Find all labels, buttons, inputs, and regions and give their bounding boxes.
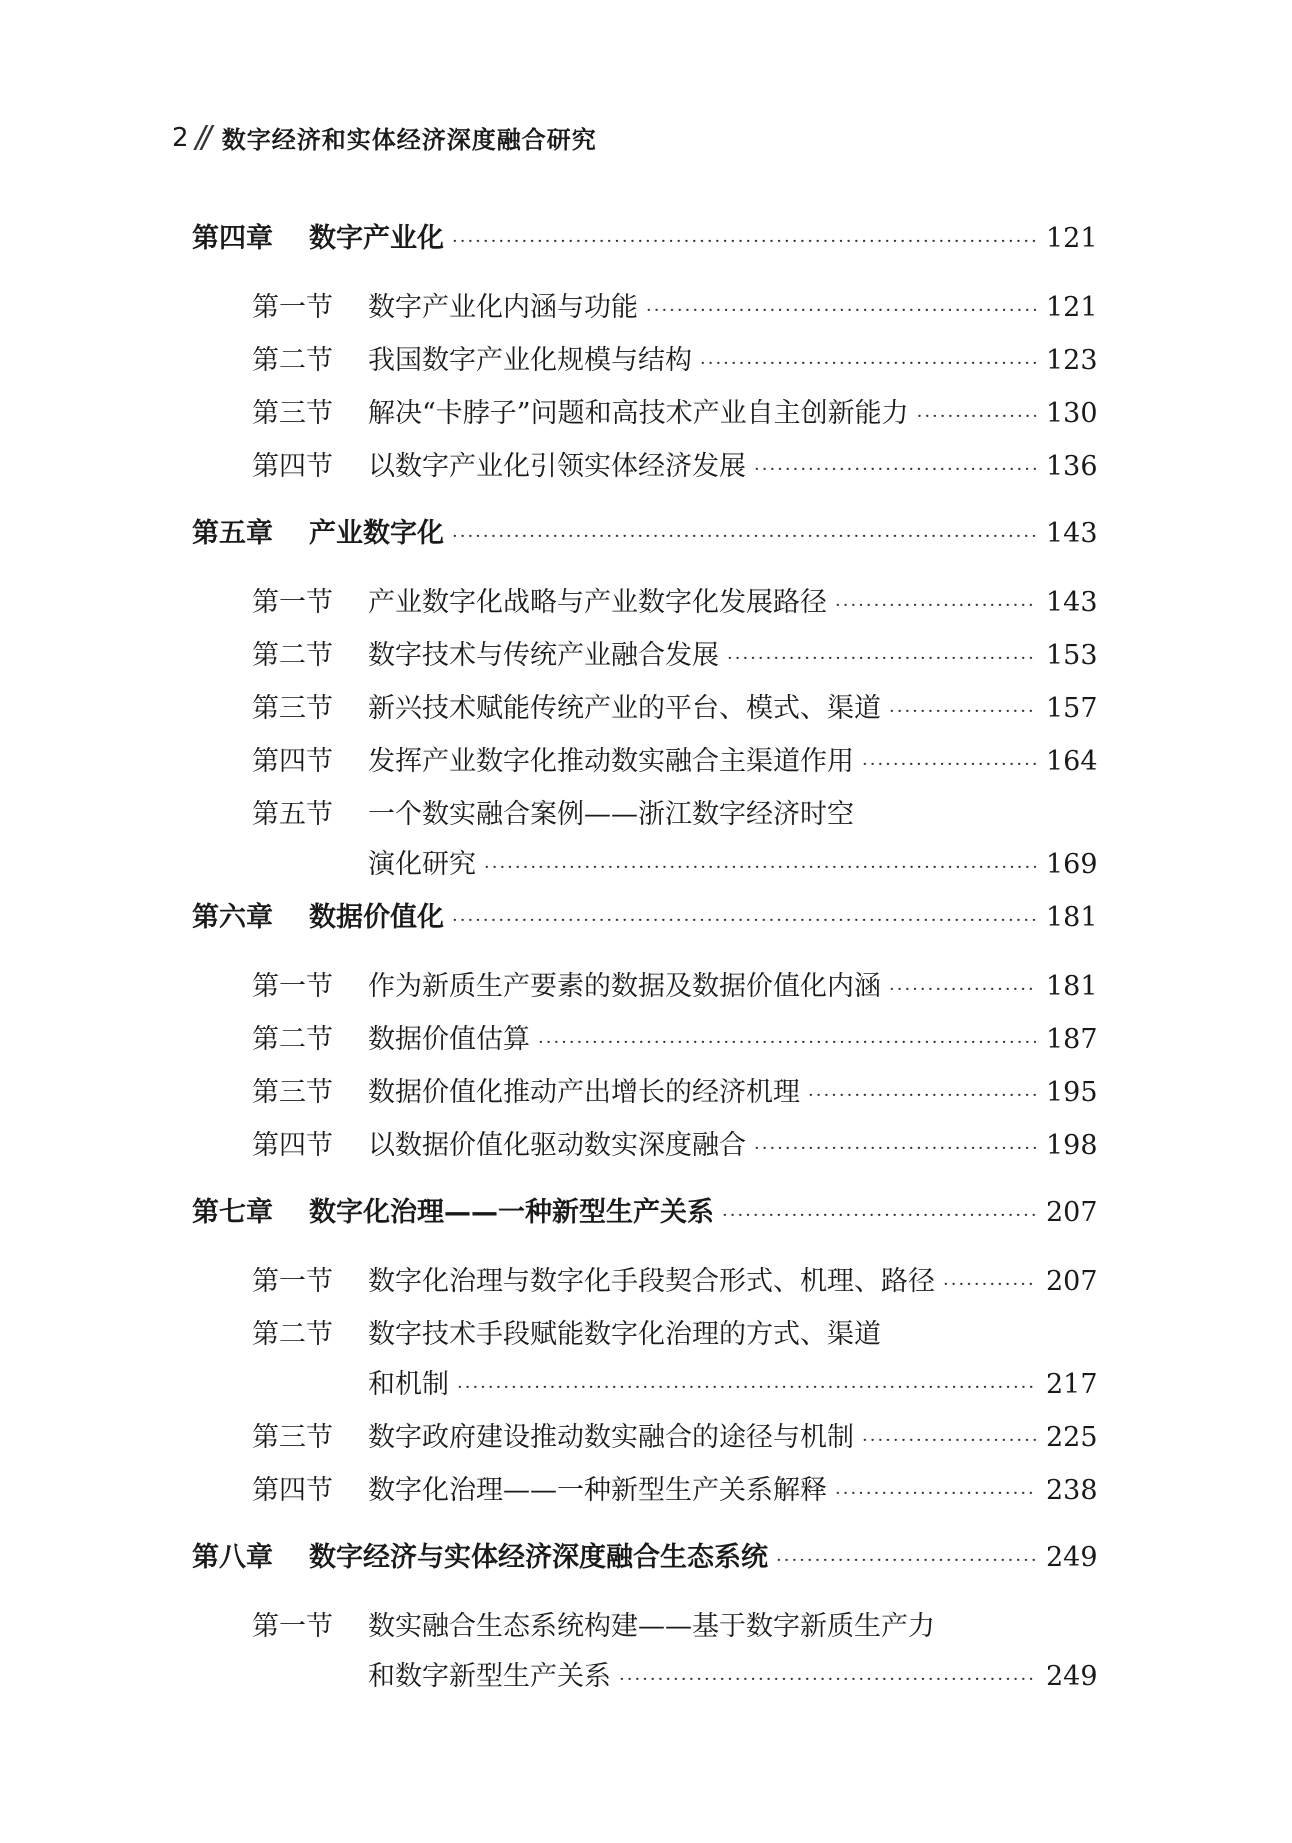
- dot-leader: [862, 1416, 1036, 1466]
- section-label: 第三节: [252, 1077, 333, 1108]
- section-page: 181: [1046, 971, 1098, 1002]
- dot-leader: [754, 445, 1036, 495]
- section-page: 136: [1046, 451, 1098, 482]
- toc-chapter-8[interactable]: [192, 1533, 1098, 1586]
- running-head: [172, 120, 597, 155]
- section-page: 207: [1046, 1266, 1098, 1297]
- chapter-title: 数字经济与实体经济深度融合生态系统: [309, 1542, 768, 1573]
- dot-leader: [722, 1191, 1036, 1241]
- section-title: 发挥产业数字化推动数实融合主渠道作用: [368, 746, 854, 777]
- dot-leader: [452, 512, 1036, 562]
- section-title: 新兴技术赋能传统产业的平台、模式、渠道: [368, 693, 881, 724]
- table-of-contents: [192, 214, 1098, 1705]
- chapter-label: 第四章: [192, 223, 273, 254]
- toc-section[interactable]: [192, 1015, 1098, 1068]
- section-page: 153: [1046, 640, 1098, 671]
- section-label: 第四节: [252, 1475, 333, 1506]
- toc-section[interactable]: [192, 1310, 1094, 1360]
- chapter-title: 数据价值化: [309, 902, 444, 933]
- section-page: 121: [1046, 292, 1098, 323]
- dot-leader: [943, 1260, 1036, 1310]
- section-title: 解决“卡脖子”问题和高技术产业自主创新能力: [368, 398, 909, 429]
- book-title: 数字经济和实体经济深度融合研究: [221, 126, 597, 154]
- section-title-continued: 和机制: [368, 1369, 449, 1400]
- section-label: 第一节: [252, 971, 333, 1002]
- section-page: 130: [1046, 398, 1098, 429]
- section-label: 第一节: [252, 292, 333, 323]
- chapter-label: 第六章: [192, 902, 273, 933]
- section-title: 产业数字化战略与产业数字化发展路径: [368, 587, 827, 618]
- toc-section[interactable]: [192, 1121, 1098, 1174]
- section-label: 第一节: [252, 587, 333, 618]
- dot-leader: [835, 1469, 1036, 1519]
- toc-section[interactable]: [192, 336, 1098, 389]
- chapter-page: 143: [1046, 518, 1098, 549]
- section-title: 数据价值估算: [368, 1024, 530, 1055]
- section-page: 143: [1046, 587, 1098, 618]
- section-title-continued: 和数字新型生产关系: [368, 1661, 611, 1692]
- section-page: 225: [1046, 1422, 1098, 1453]
- dot-leader: [619, 1655, 1036, 1705]
- section-page: 217: [1046, 1369, 1098, 1400]
- section-title: 数字化治理与数字化手段契合形式、机理、路径: [368, 1266, 935, 1297]
- section-title: 一个数实融合案例——浙江数字经济时空: [368, 799, 854, 830]
- toc-section[interactable]: [192, 790, 1094, 840]
- chapter-label: 第八章: [192, 1542, 273, 1573]
- toc-section-continued[interactable]: [192, 1652, 1098, 1705]
- section-page: 249: [1046, 1661, 1098, 1692]
- section-label: 第二节: [252, 640, 333, 671]
- toc-section-continued[interactable]: [192, 1360, 1098, 1413]
- section-title: 以数据价值化驱动数实深度融合: [368, 1130, 746, 1161]
- dot-leader: [917, 392, 1036, 442]
- toc-chapter-7[interactable]: [192, 1188, 1098, 1241]
- section-label: 第三节: [252, 1422, 333, 1453]
- toc-section[interactable]: [192, 442, 1098, 495]
- toc-section[interactable]: [192, 631, 1098, 684]
- chapter-label: 第七章: [192, 1197, 273, 1228]
- chapter-title: 数字化治理——一种新型生产关系: [309, 1197, 714, 1228]
- toc-section[interactable]: [192, 737, 1098, 790]
- dot-leader: [452, 217, 1036, 267]
- dot-leader: [808, 1071, 1036, 1121]
- section-title: 数字产业化内涵与功能: [368, 292, 638, 323]
- dot-leader: [862, 740, 1036, 790]
- toc-chapter-5[interactable]: [192, 509, 1098, 562]
- chapter-page: 249: [1046, 1542, 1098, 1573]
- toc-section[interactable]: [192, 1413, 1098, 1466]
- section-label: 第四节: [252, 451, 333, 482]
- toc-chapter-4[interactable]: [192, 214, 1098, 267]
- dot-leader: [484, 843, 1036, 893]
- dot-leader: [538, 1018, 1036, 1068]
- section-label: 第二节: [252, 1024, 333, 1055]
- section-title: 数字政府建设推动数实融合的途径与机制: [368, 1422, 854, 1453]
- section-page: 195: [1046, 1077, 1098, 1108]
- page-number: 2: [172, 122, 190, 153]
- section-page: 198: [1046, 1130, 1098, 1161]
- section-page: 169: [1046, 849, 1098, 880]
- section-label: 第五节: [252, 799, 333, 830]
- section-title-continued: 演化研究: [368, 849, 476, 880]
- section-page: 157: [1046, 693, 1098, 724]
- chapter-label: 第五章: [192, 518, 273, 549]
- dot-leader: [835, 581, 1036, 631]
- toc-chapter-6[interactable]: [192, 893, 1098, 946]
- section-label: 第四节: [252, 746, 333, 777]
- section-label: 第三节: [252, 398, 333, 429]
- toc-section-continued[interactable]: [192, 840, 1098, 893]
- section-label: 第二节: [252, 345, 333, 376]
- section-title: 数字技术手段赋能数字化治理的方式、渠道: [368, 1319, 881, 1350]
- toc-section[interactable]: [192, 684, 1098, 737]
- section-page: 164: [1046, 746, 1098, 777]
- toc-section[interactable]: [192, 1466, 1098, 1519]
- dot-leader: [776, 1536, 1036, 1586]
- section-title: 作为新质生产要素的数据及数据价值化内涵: [368, 971, 881, 1002]
- dot-leader: [889, 965, 1036, 1015]
- chapter-page: 207: [1046, 1197, 1098, 1228]
- dot-leader: [457, 1363, 1036, 1413]
- toc-section[interactable]: [192, 1257, 1098, 1310]
- section-page: 238: [1046, 1475, 1098, 1506]
- chapter-page: 181: [1046, 902, 1098, 933]
- toc-section[interactable]: [192, 962, 1098, 1015]
- chapter-page: 121: [1046, 223, 1098, 254]
- dot-leader: [452, 896, 1036, 946]
- section-label: 第一节: [252, 1266, 333, 1297]
- section-title: 数字化治理——一种新型生产关系解释: [368, 1475, 827, 1506]
- section-page: 187: [1046, 1024, 1098, 1055]
- section-page: 123: [1046, 345, 1098, 376]
- toc-section[interactable]: [192, 578, 1098, 631]
- dot-leader: [889, 687, 1036, 737]
- section-label: 第一节: [252, 1611, 333, 1642]
- toc-section[interactable]: [192, 1068, 1098, 1121]
- section-label: 第二节: [252, 1319, 333, 1350]
- section-label: 第四节: [252, 1130, 333, 1161]
- dot-leader: [754, 1124, 1036, 1174]
- section-title: 数字技术与传统产业融合发展: [368, 640, 719, 671]
- section-title: 以数字产业化引领实体经济发展: [368, 451, 746, 482]
- divider-mark: //: [195, 120, 208, 155]
- section-label: 第三节: [252, 693, 333, 724]
- section-title: 数据价值化推动产出增长的经济机理: [368, 1077, 800, 1108]
- dot-leader: [646, 286, 1036, 336]
- chapter-title: 产业数字化: [309, 518, 444, 549]
- section-title: 数实融合生态系统构建——基于数字新质生产力: [368, 1611, 935, 1642]
- section-title: 我国数字产业化规模与结构: [368, 345, 692, 376]
- toc-section[interactable]: [192, 283, 1098, 336]
- dot-leader: [700, 339, 1036, 389]
- toc-section[interactable]: [192, 1602, 1094, 1652]
- dot-leader: [727, 634, 1036, 684]
- chapter-title: 数字产业化: [309, 223, 444, 254]
- toc-section[interactable]: [192, 389, 1098, 442]
